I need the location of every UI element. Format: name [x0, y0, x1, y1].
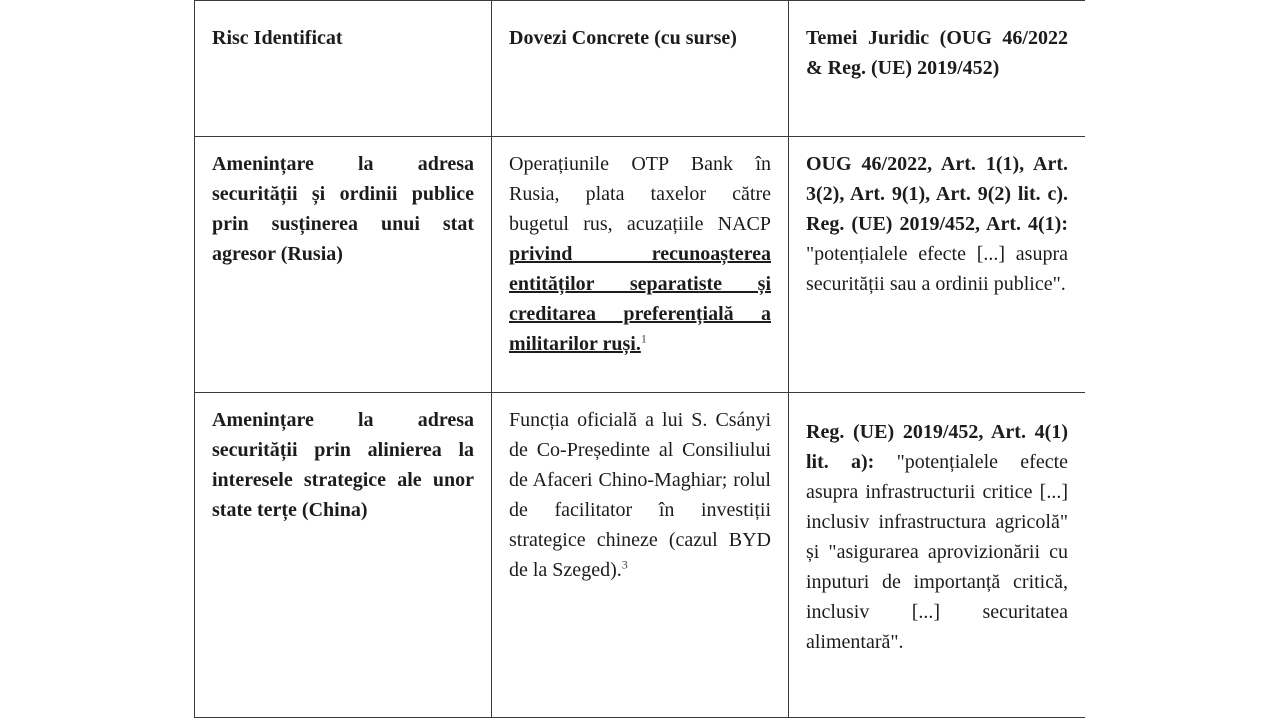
evidence-emphasis: privind recunoașterea entităților separatiste și creditarea preferențială a militarilor ruși.	[509, 243, 771, 355]
risk-table	[194, 0, 1085, 718]
table-row	[195, 393, 1086, 718]
footnote-ref[interactable]: 1	[640, 331, 647, 346]
document-page	[194, 0, 1085, 720]
legal-quote: "potențialele efecte [...] asupra securității sau a ordinii publice".	[806, 243, 1068, 295]
table-row	[195, 137, 1086, 393]
risk-cell: Amenințare la adresa securității și ordinii publice prin susținerea unui stat agresor (Rusia)	[195, 137, 492, 393]
footnote-ref[interactable]: 3	[621, 557, 628, 572]
evidence-text: Operațiunile OTP Bank în Rusia, plata taxelor către bugetul rus, acuzațiile NACP	[509, 153, 771, 235]
evidence-text: Funcția oficială a lui S. Csányi de Co-Președinte al Consiliului de Afaceri Chino-Maghiar; rolul de facilitator în investiții strategice chineze (cazul BYD de la Szeged).	[509, 409, 771, 581]
legal-quote: "potențialele efecte asupra infrastructurii critice [...] inclusiv infrastructura agricolă" și "asigurarea aprovizionării cu inputuri de importanță critică, inclusiv [...] securitatea alimentară".	[806, 451, 1069, 653]
table-header-row	[195, 1, 1086, 137]
header-evidence: Dovezi Concrete (cu surse)	[492, 1, 789, 137]
risk-cell: Amenințare la adresa securității prin alinierea la interesele strategice ale unor state terțe (China)	[195, 393, 492, 718]
legal-basis-cell	[789, 393, 1086, 718]
header-risk: Risc Identificat	[195, 1, 492, 137]
legal-citation: OUG 46/2022, Art. 1(1), Art. 3(2), Art. 9(1), Art. 9(2) lit. c). Reg. (UE) 2019/452, Art. 4(1):	[806, 153, 1068, 235]
evidence-cell	[492, 393, 789, 718]
header-legal-basis: Temei Juridic (OUG 46/2022 & Reg. (UE) 2019/452)	[789, 1, 1086, 137]
legal-citation: Reg. (UE) 2019/452, Art. 4(1) lit. a):	[806, 421, 1068, 473]
legal-basis-cell	[789, 137, 1086, 393]
evidence-cell	[492, 137, 789, 393]
